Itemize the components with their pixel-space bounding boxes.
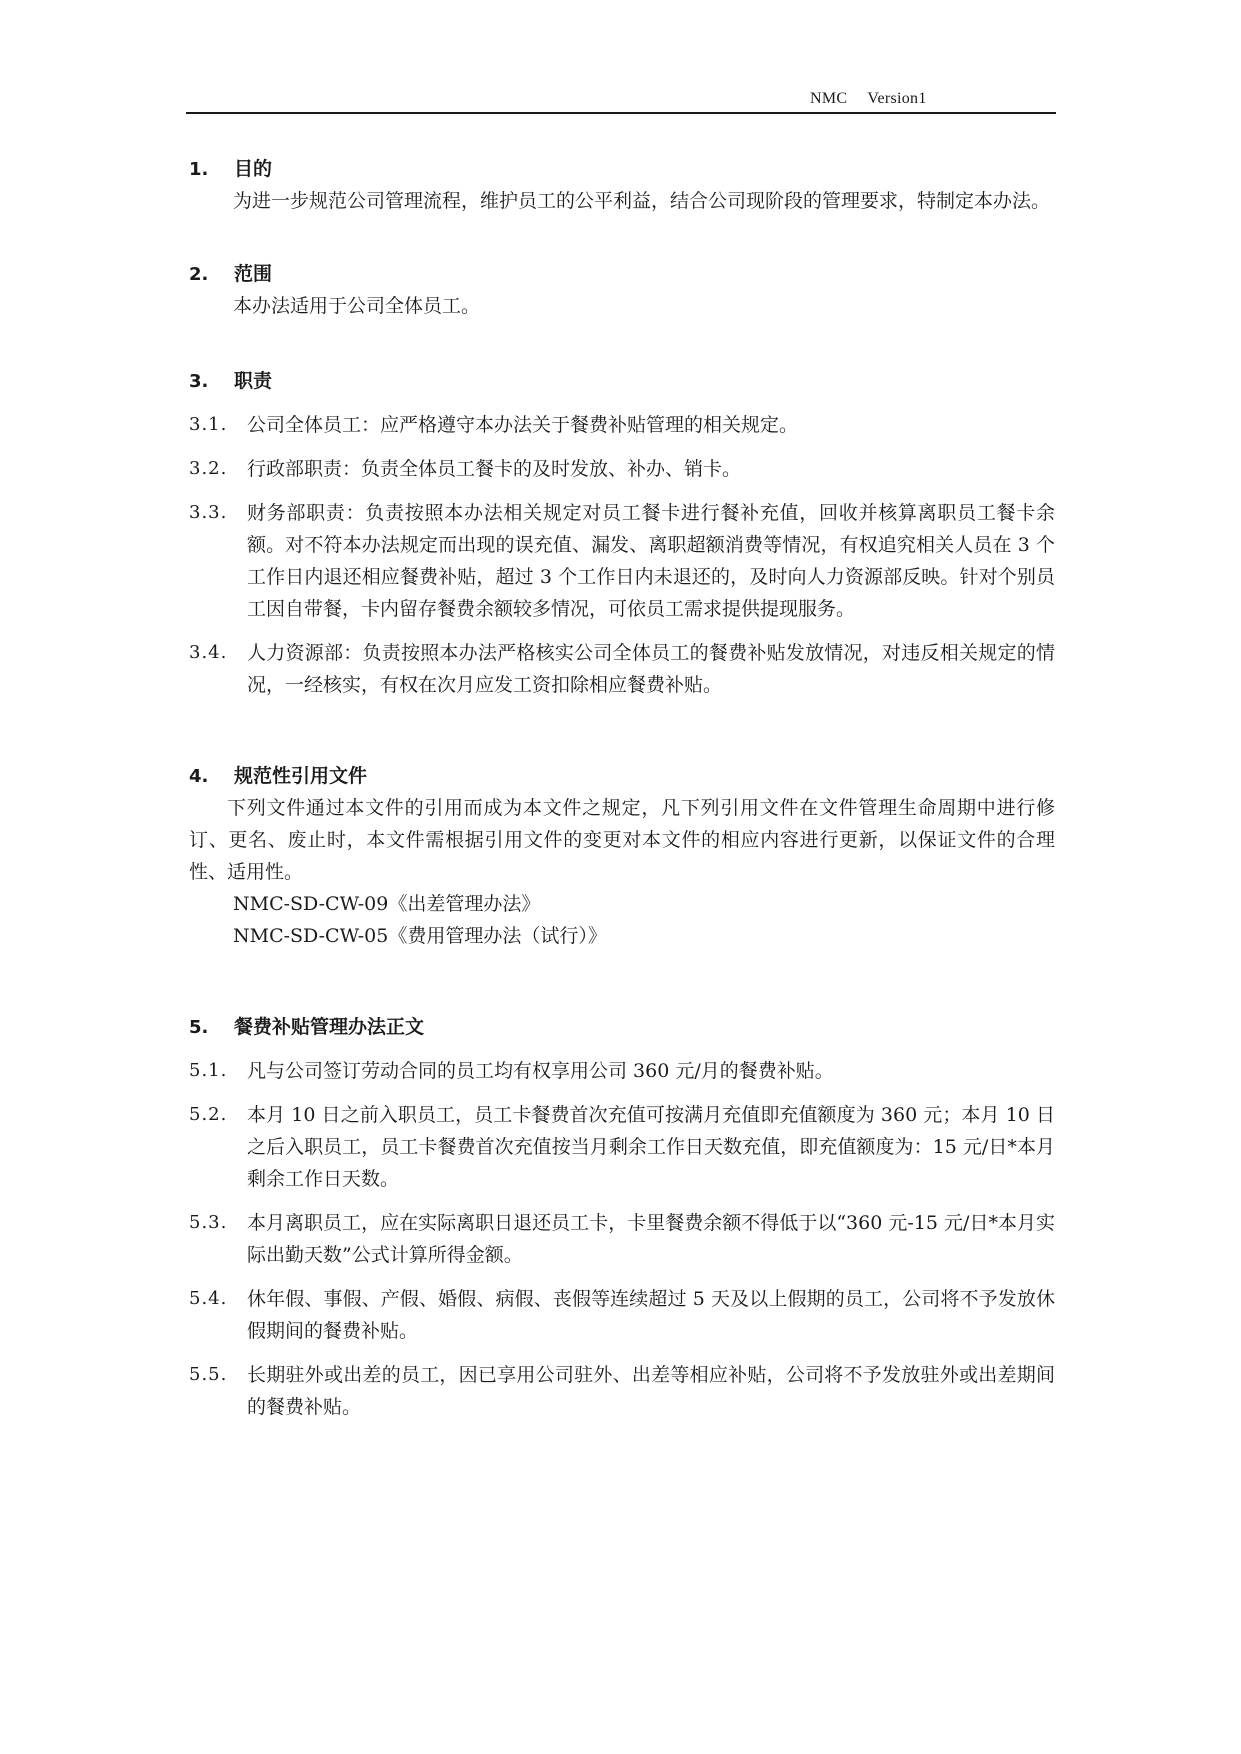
section-responsibilities <box>189 366 1055 701</box>
item-number: 3.1. <box>189 414 228 435</box>
item-number: 3.4. <box>189 642 228 663</box>
section-paragraph: 本办法适用于公司全体员工。 <box>233 295 481 317</box>
section-heading <box>189 761 1055 792</box>
item-text: 行政部职责：负责全体员工餐卡的及时发放、补办、销卡。 <box>247 458 742 480</box>
item-text: 人力资源部：负责按照本办法严格核实公司全体员工的餐费补贴发放情况，对违反相关规定的情况，一经核实，有权在次月应发工资扣除相应餐费补贴。 <box>247 642 1055 696</box>
list-item <box>189 1283 1055 1347</box>
list-item <box>189 497 1055 625</box>
reference-document: NMC-SD-CW-05《费用管理办法（试行）》 <box>233 925 607 947</box>
item-number: 5.3. <box>189 1212 228 1233</box>
item-text: 公司全体员工：应严格遵守本办法关于餐费补贴管理的相关规定。 <box>247 414 799 436</box>
section-number: 4. <box>189 766 209 787</box>
section-purpose <box>189 154 1055 217</box>
section-number: 1. <box>189 159 209 180</box>
item-text: 凡与公司签订劳动合同的员工均有权享用公司 360 元/月的餐费补贴。 <box>247 1060 834 1082</box>
item-number: 3.3. <box>189 502 228 523</box>
section-heading <box>189 366 1055 397</box>
section-title: 餐费补贴管理办法正文 <box>234 1016 425 1038</box>
list-item <box>189 1359 1055 1423</box>
item-number: 3.2. <box>189 458 228 479</box>
section-scope <box>189 259 1055 322</box>
header-version: Version1 <box>867 90 927 107</box>
section-title: 范围 <box>234 263 273 285</box>
section-heading <box>189 154 1055 185</box>
list-item <box>189 453 1055 485</box>
section-heading <box>189 259 1055 290</box>
header-divider <box>186 112 1056 114</box>
list-item <box>189 637 1055 701</box>
reference-document: NMC-SD-CW-09《出差管理办法》 <box>233 893 541 915</box>
section-title: 规范性引用文件 <box>234 765 368 787</box>
item-text: 本月离职员工，应在实际离职日退还员工卡，卡里餐费余额不得低于以“360 元-15 元/日*本月实际出勤天数”公式计算所得金额。 <box>247 1212 1055 1266</box>
section-number: 5. <box>189 1017 209 1038</box>
item-number: 5.5. <box>189 1364 228 1385</box>
section-paragraph: 下列文件通过本文件的引用而成为本文件之规定，凡下列引用文件在文件管理生命周期中进行修订、更名、废止时，本文件需根据引用文件的变更对本文件的相应内容进行更新，以保证文件的合理性、适用性。 <box>189 797 1055 883</box>
document-body <box>189 154 1055 1423</box>
list-item <box>189 1207 1055 1271</box>
page-header <box>810 90 927 108</box>
header-org: NMC <box>810 90 848 107</box>
item-text: 本月 10 日之前入职员工，员工卡餐费首次充值可按满月充值即充值额度为 360 元；本月 10 日之后入职员工，员工卡餐费首次充值按当月剩余工作日天数充值，即充值额度为：15 元/日*本月剩余工作日天数。 <box>247 1104 1055 1190</box>
item-number: 5.2. <box>189 1104 228 1125</box>
section-number: 2. <box>189 264 209 285</box>
list-item <box>189 409 1055 441</box>
item-text: 休年假、事假、产假、婚假、病假、丧假等连续超过 5 天及以上假期的员工，公司将不予发放休假期间的餐费补贴。 <box>247 1288 1055 1342</box>
section-heading <box>189 1012 1055 1043</box>
list-item <box>189 1099 1055 1195</box>
section-paragraph: 为进一步规范公司管理流程，维护员工的公平利益，结合公司现阶段的管理要求，特制定本办法。 <box>233 190 1051 212</box>
item-number: 5.1. <box>189 1060 228 1081</box>
section-title: 职责 <box>234 370 273 392</box>
item-text: 长期驻外或出差的员工，因已享用公司驻外、出差等相应补贴，公司将不予发放驻外或出差期间的餐费补贴。 <box>247 1364 1055 1418</box>
list-item <box>189 1055 1055 1087</box>
item-number: 5.4. <box>189 1288 228 1309</box>
section-references <box>189 761 1055 952</box>
section-main-text <box>189 1012 1055 1423</box>
section-title: 目的 <box>234 158 273 180</box>
section-number: 3. <box>189 371 209 392</box>
item-text: 财务部职责：负责按照本办法相关规定对员工餐卡进行餐补充值，回收并核算离职员工餐卡余额。对不符本办法规定而出现的误充值、漏发、离职超额消费等情况，有权追究相关人员在 3 个工作日内退还相应餐费补贴，超过 3 个工作日内未退还的，及时向人力资源部反映。针对个别员工因自带餐，卡内留存餐费余额较多情况，可依员工需求提供提现服务。 <box>247 502 1055 620</box>
